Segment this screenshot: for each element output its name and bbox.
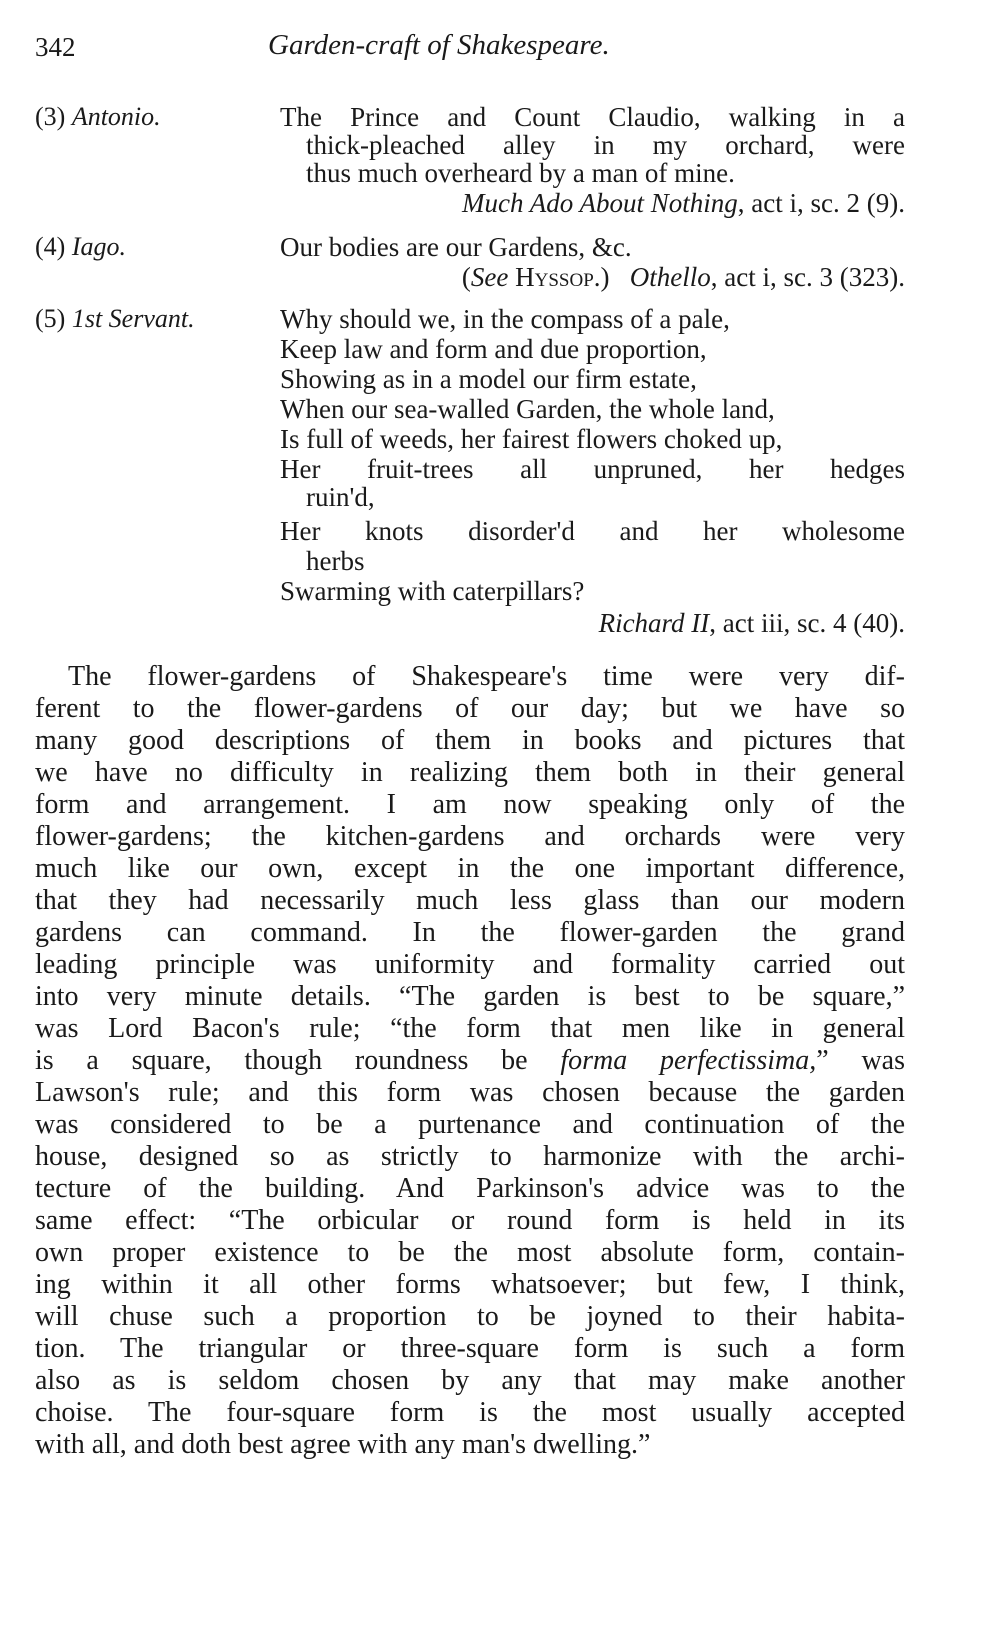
paragraph-line: tion. The triangular or three-square form is such a form xyxy=(35,1333,905,1364)
quote-line: thus much overheard by a man of mine. xyxy=(306,158,735,188)
latin-phrase: forma perfectissima, xyxy=(560,1045,817,1076)
paragraph-line: leading principle was uniformity and formality carried out xyxy=(35,949,905,980)
paragraph-line xyxy=(35,1044,905,1078)
source-title: Richard II xyxy=(598,608,710,638)
verse-line: Her fruit-trees all unpruned, her hedges xyxy=(280,454,905,484)
source-ref: , act iii, sc. 4 (40). xyxy=(709,608,905,638)
paragraph-line: house, designed so as strictly to harmonize with the archi- xyxy=(35,1141,905,1172)
paragraph-line: was Lord Bacon's rule; “the form that men like in general xyxy=(35,1013,905,1044)
paragraph-line: that they had necessarily much less glass than our modern xyxy=(35,885,905,916)
verse-line: Her knots disorder'd and her wholesome xyxy=(280,516,905,546)
paragraph-line: The flower-gardens of Shakespeare's time were very dif- xyxy=(68,661,905,692)
text-run: is a square, though roundness be xyxy=(35,1045,561,1076)
speaker-label xyxy=(35,100,161,134)
paragraph-line: ing within it all other forms whatsoever; but few, I think, xyxy=(35,1269,905,1300)
source-title: Much Ado About Nothing xyxy=(462,188,738,218)
paragraph-line: with all, and doth best agree with any man's dwelling.” xyxy=(35,1429,651,1460)
verse-line: Is full of weeds, her fairest flowers choked up, xyxy=(280,424,783,454)
see-open: ( xyxy=(461,262,471,292)
quote-line: thick-pleached alley in my orchard, were xyxy=(306,130,905,160)
quote-source xyxy=(300,260,905,294)
see-word: See xyxy=(470,262,509,292)
paragraph-line: will chuse such a proportion to be joyned to their habita- xyxy=(35,1301,905,1332)
text-run: ” was xyxy=(816,1045,905,1076)
source-title: Othello xyxy=(629,262,711,292)
paragraph-line: was considered to be a purtenance and continuation of the xyxy=(35,1109,905,1140)
quote-line: The Prince and Count Claudio, walking in a xyxy=(280,102,905,132)
paragraph-line: many good descriptions of them in books and pictures that xyxy=(35,725,905,756)
page-number: 342 xyxy=(35,32,76,62)
quote-number: (3) xyxy=(35,102,66,131)
verse-line: Keep law and form and due proportion, xyxy=(280,334,707,364)
paragraph-line: own proper existence to be the most absolute form, contain- xyxy=(35,1237,905,1268)
see-close: .) xyxy=(593,262,610,292)
speaker-name: Antonio. xyxy=(71,102,161,131)
paragraph-line: form and arrangement. I am now speaking only of the xyxy=(35,789,905,820)
verse-line: Why should we, in the compass of a pale, xyxy=(280,304,730,334)
speaker-name: 1st Servant. xyxy=(71,304,195,333)
speaker-label xyxy=(35,230,126,264)
verse-line: Swarming with caterpillars? xyxy=(280,576,585,606)
speaker-label xyxy=(35,302,195,336)
paragraph-line: Lawson's rule; and this form was chosen because the garden xyxy=(35,1077,905,1108)
verse-line: When our sea-walled Garden, the whole land, xyxy=(280,394,775,424)
paragraph-line: also as is seldom chosen by any that may make another xyxy=(35,1365,905,1396)
verse-line: ruin'd, xyxy=(306,482,375,512)
paragraph-line: choise. The four-square form is the most usually accepted xyxy=(35,1397,905,1428)
paragraph-line: tecture of the building. And Parkinson's advice was to the xyxy=(35,1173,905,1204)
paragraph-line: into very minute details. “The garden is best to be square,” xyxy=(35,981,905,1012)
verse-line: Showing as in a model our firm estate, xyxy=(280,364,697,394)
quote-line: Our bodies are our Gardens, &c. xyxy=(280,232,632,262)
paragraph-line: same effect: “The orbicular or round form is held in its xyxy=(35,1205,905,1236)
paragraph-line: much like our own, except in the one important difference, xyxy=(35,853,905,884)
quote-source xyxy=(300,186,905,220)
paragraph-line: we have no difficulty in realizing them both in their general xyxy=(35,757,905,788)
quote-number: (4) xyxy=(35,232,66,261)
paragraph-line: ferent to the flower-gardens of our day; but we have so xyxy=(35,693,905,724)
see-target: Hyssop xyxy=(515,262,594,292)
paragraph-line: gardens can command. In the flower-garden the grand xyxy=(35,917,905,948)
verse-line: herbs xyxy=(306,546,365,576)
speaker-name: Iago. xyxy=(71,232,126,261)
paragraph-line: flower-gardens; the kitchen-gardens and orchards were very xyxy=(35,821,905,852)
running-title: Garden-craft of Shakespeare. xyxy=(268,29,610,61)
quote-number: (5) xyxy=(35,304,66,333)
source-ref: , act i, sc. 3 (323). xyxy=(710,262,905,292)
quote-source xyxy=(300,606,905,640)
source-ref: , act i, sc. 2 (9). xyxy=(737,188,905,218)
